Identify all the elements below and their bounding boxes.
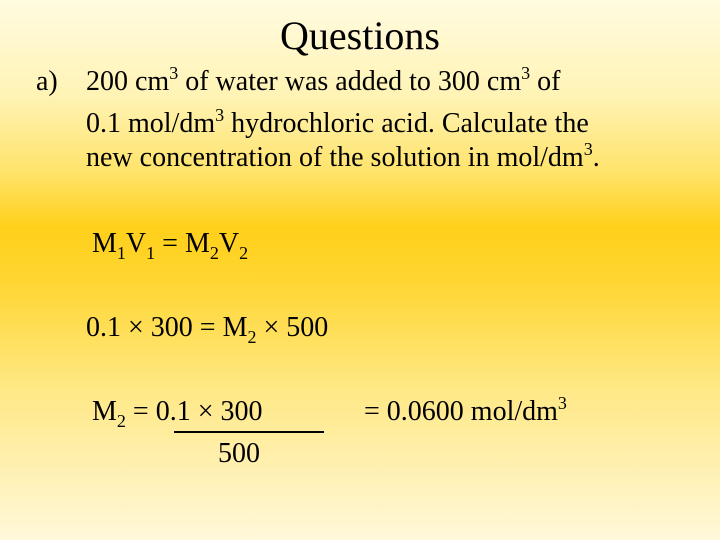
equals-sign: = — [125, 396, 156, 427]
fraction-bar — [174, 431, 324, 433]
question-label: a) — [36, 66, 58, 97]
result-value — [364, 394, 567, 430]
fraction-denominator: 500 — [218, 438, 260, 469]
question-text: new concentration of the solution in mol/dm — [86, 142, 584, 173]
question-line-2 — [86, 106, 589, 142]
superscript: 3 — [521, 63, 531, 83]
subscript: 2 — [209, 243, 219, 263]
formula-symbol: V — [218, 228, 240, 259]
subscript: 2 — [116, 411, 126, 431]
equation-text: 0.1 × 300 = M — [86, 312, 248, 343]
slide-title: Questions — [280, 13, 440, 58]
question-line-1 — [86, 64, 560, 100]
equation-text: × 500 — [256, 312, 329, 343]
formula-symbol: M — [184, 228, 210, 259]
question-line-3 — [86, 140, 600, 176]
superscript: 3 — [215, 105, 225, 125]
result-text: = 0.0600 mol/dm — [364, 396, 558, 427]
equals-sign: = — [155, 228, 185, 259]
solve-equation — [92, 394, 263, 430]
question-text: . — [592, 142, 600, 173]
substitution-equation — [86, 310, 328, 346]
question-text: of — [530, 66, 561, 97]
superscript: 3 — [557, 393, 567, 413]
question-text: 0.1 mol/dm — [86, 108, 216, 139]
subscript: 2 — [239, 243, 249, 263]
question-text: of water was added to 300 cm — [178, 66, 522, 97]
fraction-numerator: 0.1 × 300 — [155, 396, 263, 427]
question-text: hydrochloric acid. Calculate the — [224, 108, 589, 139]
formula-symbol: M — [92, 396, 117, 427]
question-text: 200 cm — [86, 66, 170, 97]
superscript: 3 — [169, 63, 179, 83]
superscript: 3 — [583, 139, 593, 159]
subscript: 2 — [247, 327, 257, 347]
formula-symbol: M — [92, 228, 117, 259]
dilution-formula — [92, 226, 248, 262]
subscript: 1 — [116, 243, 126, 263]
subscript: 1 — [146, 243, 156, 263]
formula-symbol: V — [125, 228, 147, 259]
